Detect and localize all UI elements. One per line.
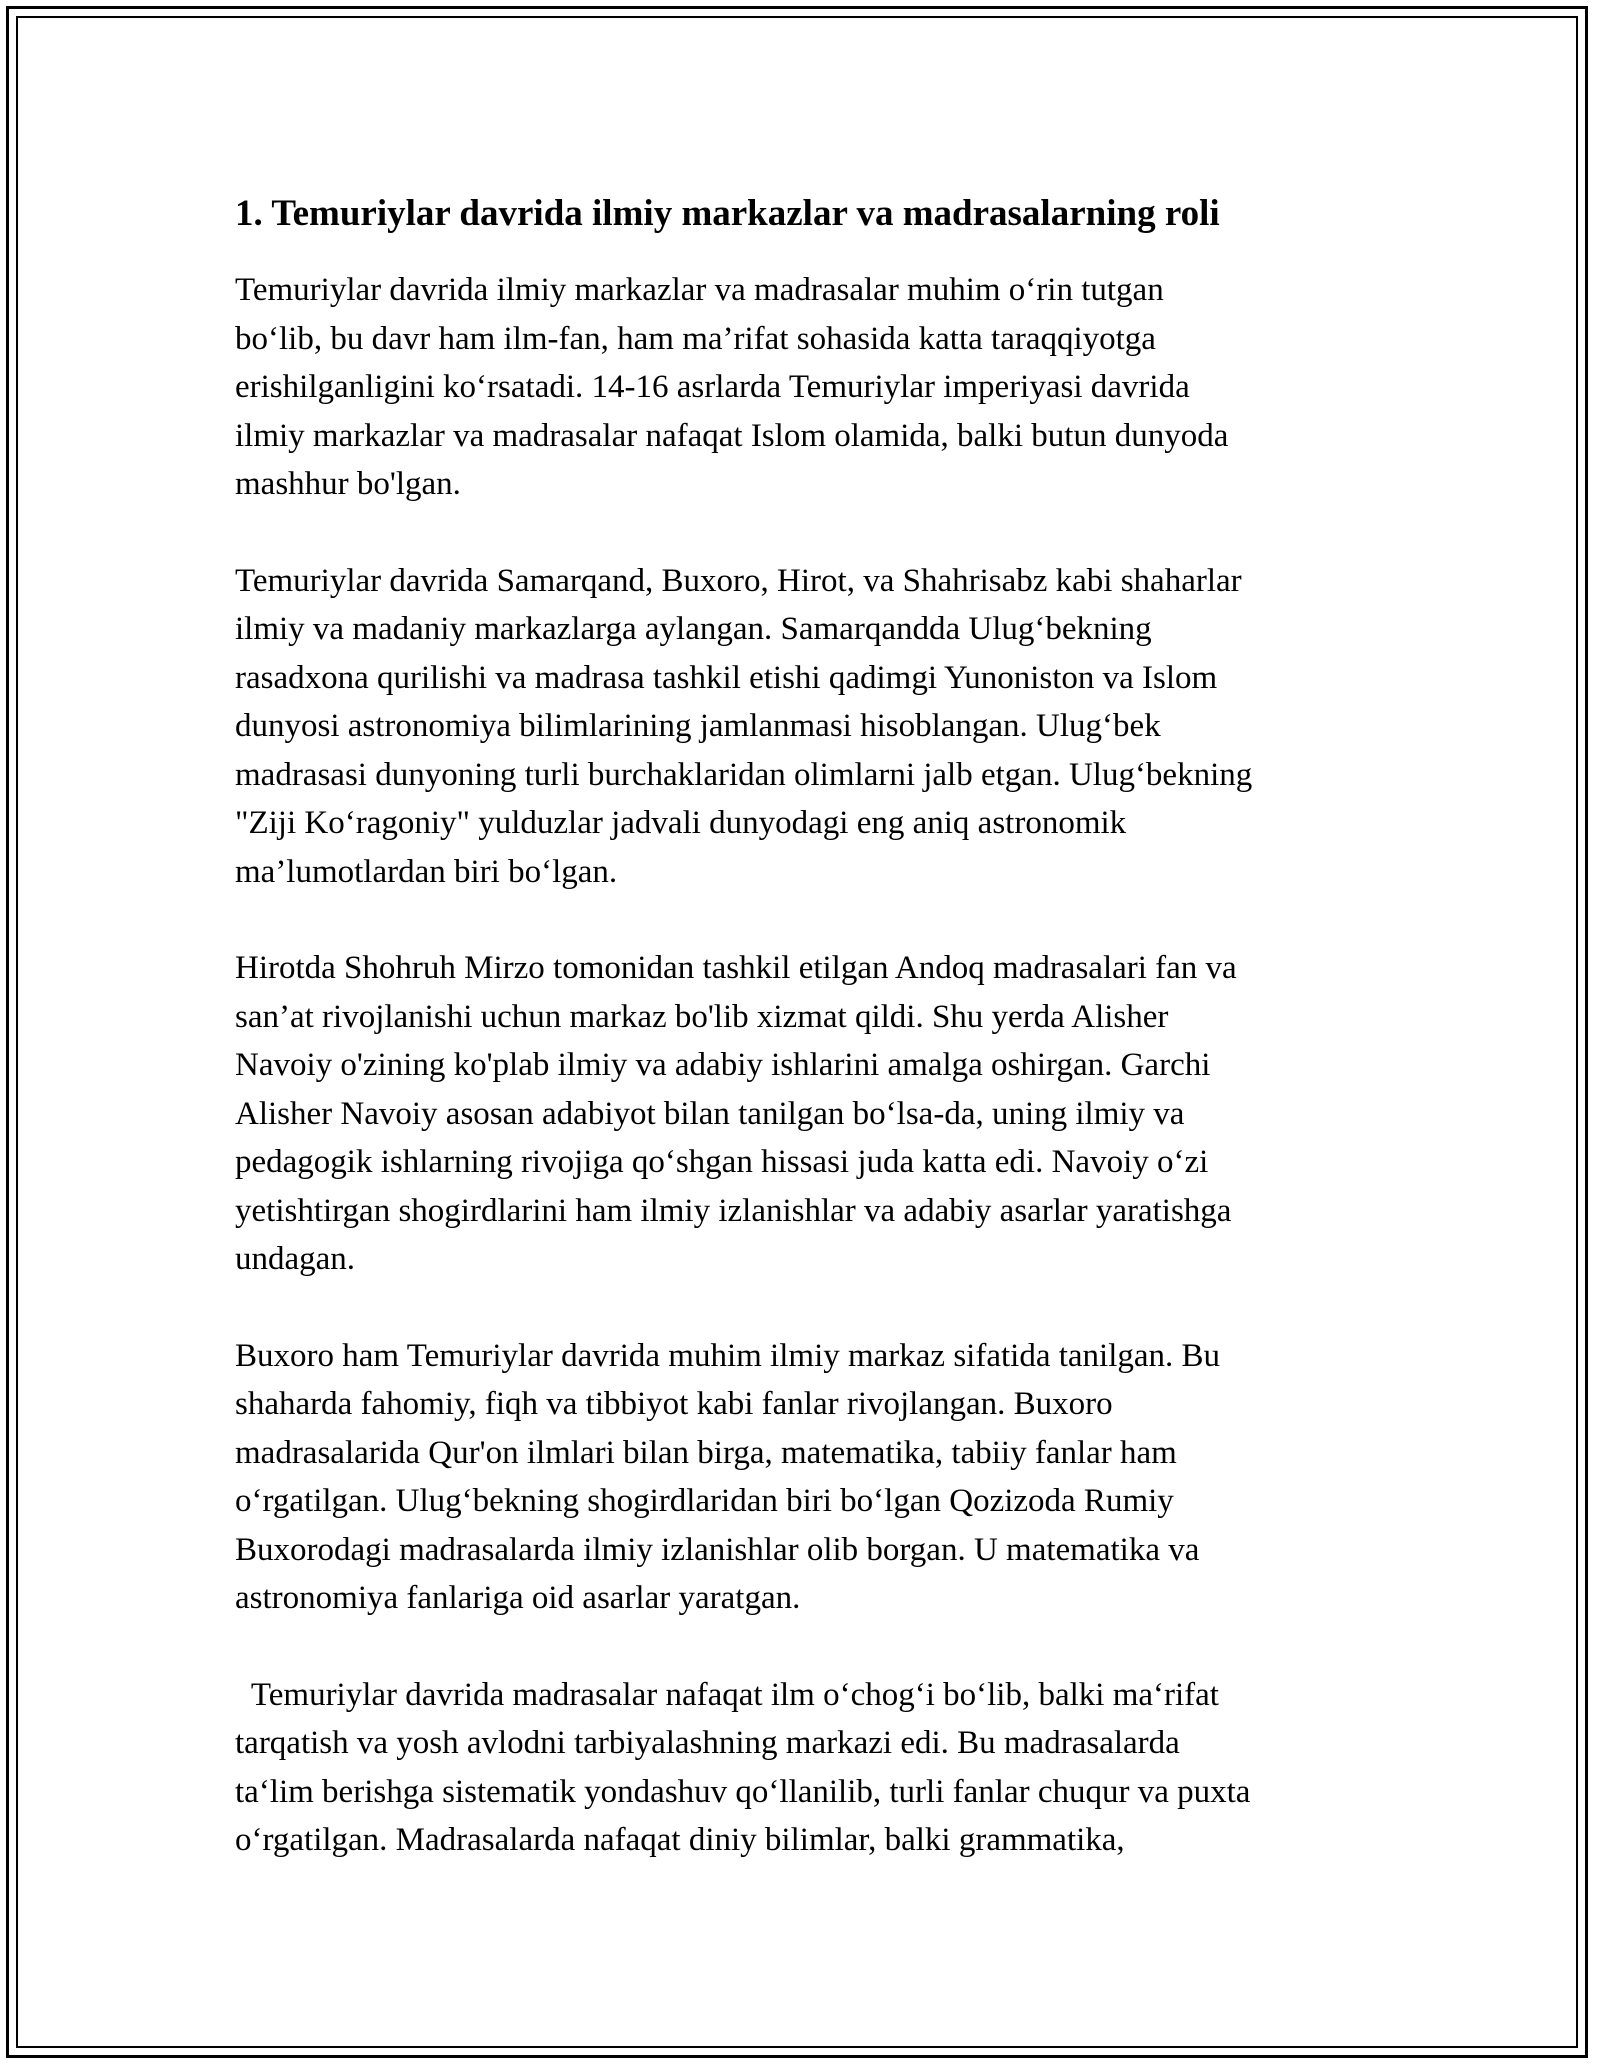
paragraph-5 <box>235 1671 1375 1865</box>
document-body <box>235 188 1375 1913</box>
text-line: Navoiy o'zining ko'plab ilmiy va adabiy ishlarini amalga oshirgan. Garchi <box>235 1047 1211 1083</box>
paragraph-2 <box>235 557 1375 897</box>
text-line: astronomiya fanlariga oid asarlar yaratgan. <box>235 1580 801 1616</box>
text-line: mashhur bo'lgan. <box>235 466 461 502</box>
text-line: Temuriylar davrida Samarqand, Buxoro, Hirot, va Shahrisabz kabi shaharlar <box>235 562 1242 599</box>
text-line: dunyosi astronomiya bilimlarining jamlanmasi hisoblangan. Ulug‘bek <box>235 708 1161 744</box>
text-line: rasadxona qurilishi va madrasa tashkil etishi qadimgi Yunoniston va Islom <box>235 659 1218 696</box>
text-line: Temuriylar davrida madrasalar nafaqat ilm o‘chog‘i bo‘lib, balki ma‘rifat <box>235 1676 1219 1713</box>
text-line: erishilganligini ko‘rsatadi. 14-16 asrlarda Temuriylar imperiyasi davrida <box>235 369 1190 405</box>
text-line: undagan. <box>235 1241 356 1277</box>
text-line: ilmiy markazlar va madrasalar nafaqat Islom olamida, balki butun dunyoda <box>235 417 1229 454</box>
text-line: ma’lumotlardan biri bo‘lgan. <box>235 853 618 890</box>
text-line: ilmiy va madaniy markazlarga aylangan. Samarqandda Ulug‘bekning <box>235 611 1152 647</box>
text-line: "Ziji Ko‘ragoniy" yulduzlar jadvali dunyodagi eng aniq astronomik <box>235 805 1127 841</box>
text-line: madrasasi dunyoning turli burchaklaridan olimlarni jalb etgan. Ulug‘bekning <box>235 756 1253 793</box>
text-line: pedagogik ishlarning rivojiga qo‘shgan hissasi juda katta edi. Navoiy o‘zi <box>235 1144 1209 1180</box>
text-line: san’at rivojlanishi uchun markaz bo'lib xizmat qildi. Shu yerda Alisher <box>235 998 1169 1035</box>
text-line: tarqatish va yosh avlodni tarbiyalashning markazi edi. Bu madrasalarda <box>235 1725 1180 1761</box>
text-line: o‘rgatilgan. Ulug‘bekning shogirdlaridan biri bo‘lgan Qozizoda Rumiy <box>235 1483 1174 1519</box>
paragraph-list <box>235 266 1375 1865</box>
text-line: Alisher Navoiy asosan adabiyot bilan tanilgan bo‘lsa-da, uning ilmiy va <box>235 1095 1185 1132</box>
paragraph-4 <box>235 1332 1375 1623</box>
text-line: shaharda fahomiy, fiqh va tibbiyot kabi fanlar rivojlangan. Buxoro <box>235 1386 1113 1422</box>
paragraph-3 <box>235 944 1375 1284</box>
text-line: Buxoro ham Temuriylar davrida muhim ilmiy markaz sifatida tanilgan. Bu <box>235 1337 1221 1374</box>
page-title: 1. Temuriylar davrida ilmiy markazlar va madrasalarning roli <box>235 193 1220 234</box>
text-line: ta‘lim berishga sistematik yondashuv qo‘llanilib, turli fanlar chuqur va puxta <box>235 1773 1251 1810</box>
paragraph-1 <box>235 266 1375 509</box>
text-line: Buxorodagi madrasalarda ilmiy izlanishlar olib borgan. U matematika va <box>235 1531 1200 1568</box>
text-line: madrasalarida Qur'on ilmlari bilan birga, matematika, tabiiy fanlar ham <box>235 1434 1177 1471</box>
text-line: bo‘lib, bu davr ham ilm-fan, ham ma’rifat sohasida katta taraqqiyotga <box>235 320 1156 357</box>
text-line: o‘rgatilgan. Madrasalarda nafaqat diniy bilimlar, balki grammatika, <box>235 1822 1125 1858</box>
text-line: Hirotda Shohruh Mirzo tomonidan tashkil etilgan Andoq madrasalari fan va <box>235 950 1237 986</box>
text-line: yetishtirgan shogirdlarini ham ilmiy izlanishlar va adabiy asarlar yaratishga <box>235 1192 1232 1229</box>
text-line: Temuriylar davrida ilmiy markazlar va madrasalar muhim o‘rin tutgan <box>235 272 1164 308</box>
